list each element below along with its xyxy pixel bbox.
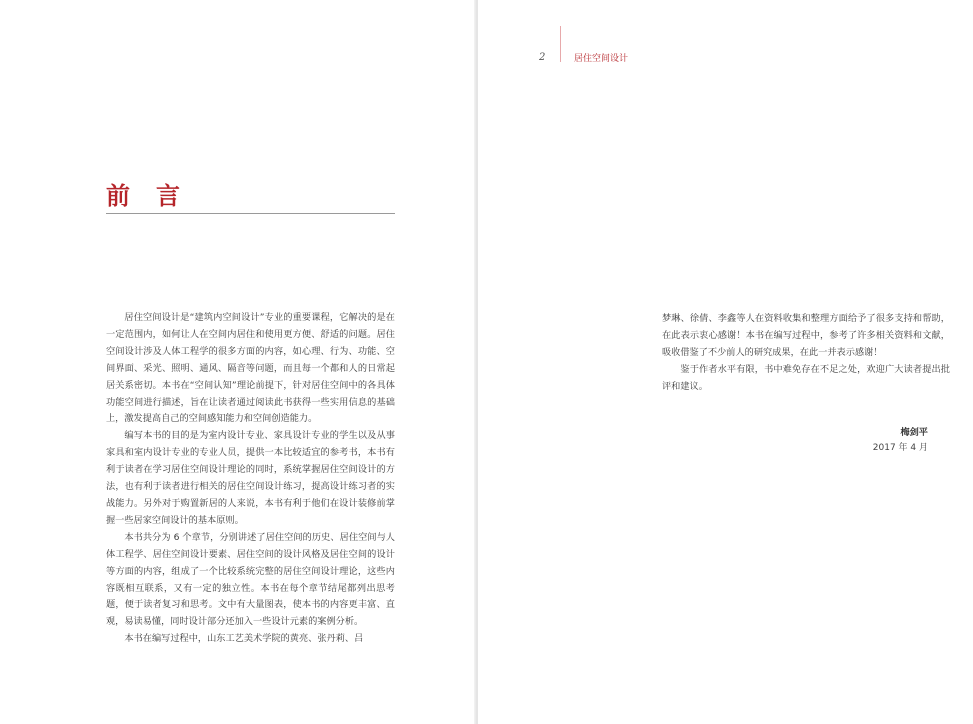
title-char: 言: [156, 181, 180, 210]
running-head: [539, 50, 559, 64]
title-underline: [106, 213, 395, 214]
paragraph: 本书共分为 6 个章节，分别讲述了居住空间的历史、居住空间与人体工程学、居住空间设计要素、居住空间的设计风格及居住空间的设计等方面的内容，组成了一个比较系统完整的居住空间设计理论，这些内容既相互联系，又有一定的独立性。本书在每个章节结尾都列出思考题，便于读者复习和思考。文中有大量图表，使本书的内容更丰富、直观，易读易懂，同时设计部分还加入一些设计元素的案例分析。: [106, 531, 395, 628]
paragraph: 鉴于作者水平有限，书中难免存在不足之处，欢迎广大读者提出批评和建议。: [662, 364, 950, 392]
paragraph: 梦琳、徐倩、李鑫等人在资料收集和整理方面给予了很多支持和帮助，在此表示衷心感谢！本书在编写过程中，参考了许多相关资料和文献，吸收借鉴了不少前人的研究成果，在此一并表示感谢！: [662, 313, 950, 358]
running-head-title: 居住空间设计: [574, 54, 629, 64]
preface-body-right: [662, 310, 950, 395]
left-page: [0, 0, 476, 724]
preface-title: [106, 180, 180, 212]
paragraph: 本书在编写过程中，山东工艺美术学院的黄亮、张丹莉、吕: [124, 633, 364, 645]
paragraph: 居住空间设计是“建筑内空间设计”专业的重要课程，它解决的是在一定范围内，如何让人在空间内居住和使用更方便、舒适的问题。居住空间设计涉及人体工程学的很多方面的内容，如心理、行为、功能、空间界面、采光、照明、通风、隔音等问题，而且每一个都和人的日常起居关系密切。本书在“空间认知”理论前提下，针对居住空间中的各具体功能空间进行描述，旨在让读者通过阅读此书获得一些实用信息的基础上，激发提高自己的空间感知能力和空间创造能力。: [106, 312, 395, 425]
title-char: 前: [106, 181, 130, 210]
running-head-divider: [560, 26, 561, 62]
page-number: 2: [539, 51, 546, 63]
signature-date: 2017 年 4 月: [872, 443, 928, 453]
paragraph: 编写本书的目的是为室内设计专业、家具设计专业的学生以及从事家具和室内设计专业的专业人员，提供一本比较适宜的参考书，本书有利于读者在学习居住空间设计理论的同时，系统掌握居住空间设计的方法，也有利于读者进行相关的居住空间设计练习，提高设计练习者的实战能力。另外对于购置新居的人来说，本书有利于他们在设计装修前掌握一些居家空间设计的基本原则。: [106, 430, 395, 526]
preface-body-left: [106, 310, 395, 648]
author-signature: 梅剑平: [900, 427, 928, 438]
